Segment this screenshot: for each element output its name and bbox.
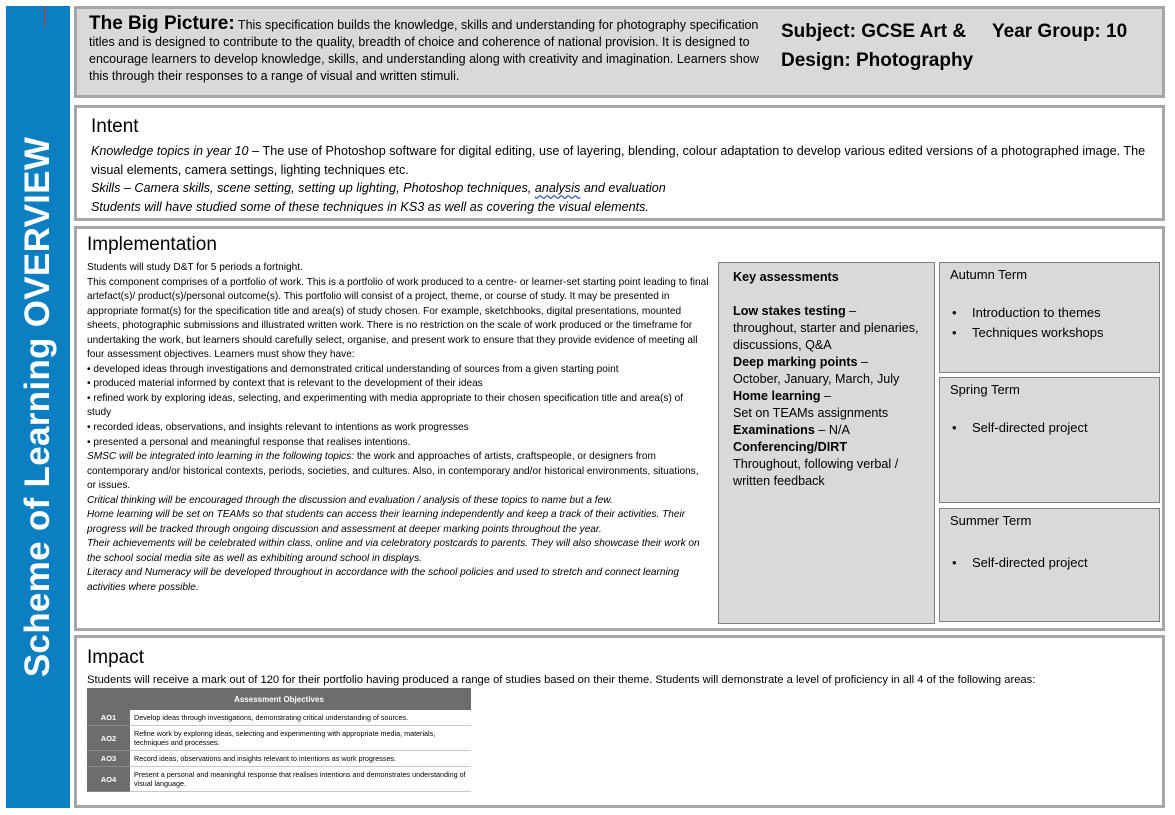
list-item: • Self-directed project [946, 553, 1088, 573]
ao-code: AO3 [87, 751, 130, 767]
list-item: • Self-directed project [946, 418, 1088, 438]
big-picture-body: This specification builds the knowledge, skills and understanding for photography specification titles and is designed to contribute to the quality, breadth of choice and coherence of national provision. It is designed to encourage learners to develop knowledge, skills, and understanding along with creativity and imagination. Learners show this through their responses to a range of visual and written stimuli. [89, 18, 759, 83]
examinations-label: Examinations [733, 423, 815, 437]
table-header: Assessment Objectives [87, 688, 471, 710]
list-item: • refined work by exploring ideas, selecting, and experimenting with media appropriate to their chosen specification title and area(s) of study [87, 392, 684, 419]
skills-evaluation: and evaluation [580, 181, 666, 195]
table-row [87, 751, 471, 767]
implementation-body [87, 261, 709, 596]
ao-text: Refine work by exploring ideas, selecting and experimenting with appropriate media, materials, techniques and processes. [130, 726, 471, 751]
list-item: • presented a personal and meaningful response that realises intentions. [87, 436, 411, 448]
implementation-section [74, 226, 1165, 631]
smsc-text [87, 450, 709, 494]
impact-section [74, 635, 1165, 808]
impact-text: Students will receive a mark out of 120 for their portfolio having produced a range of studies based on their theme. Students will demonstrate a level of proficiency in all 4 of the following areas: [87, 674, 1036, 686]
sidebar-title: Scheme of Learning OVERVIEW [18, 136, 57, 678]
smsc-label: SMSC will be integrated into learning in the following topics: [87, 451, 357, 463]
big-picture-text [89, 15, 779, 85]
knowledge-label: Knowledge topics in year 10 – [91, 144, 263, 158]
home-learning-label: Home learning [733, 389, 821, 403]
autumn-term-box [939, 262, 1160, 373]
ao-code: AO1 [87, 710, 130, 726]
summer-term-title: Summer Term [950, 513, 1032, 528]
autumn-term-title: Autumn Term [950, 267, 1028, 282]
ao-code: AO4 [87, 767, 130, 792]
list-item: • Introduction to themes [946, 303, 1104, 323]
skills-line [91, 179, 1151, 198]
summer-term-box [939, 508, 1160, 622]
spring-term-title: Spring Term [950, 382, 1020, 397]
deep-marking-dash: – [857, 355, 869, 369]
table-row [87, 710, 471, 726]
skills-analysis: analysis [534, 181, 581, 195]
ao-text: Record ideas, observations and insights relevant to intentions as work progresses. [130, 751, 471, 767]
periods-text: Students will study D&T for 5 periods a fortnight. [87, 262, 303, 273]
big-picture-section [74, 6, 1165, 98]
critical-thinking-text: Critical thinking will be encouraged through the discussion and evaluation / analysis of these topics to name but a few. [87, 494, 613, 506]
smsc-body: the work and approaches of artists, craftspeople, or designers from contemporary and/or historical contexts, periods, societies, and cultures. Also, in contemporary and/or historical environments, situations, or issues. [87, 451, 699, 492]
knowledge-topics [91, 142, 1151, 179]
examinations-value: – N/A [814, 423, 850, 437]
ao-text: Develop ideas through investigations, demonstrating critical understanding of sources. [130, 710, 471, 726]
intent-body [91, 142, 1151, 216]
conferencing-label: Conferencing/DIRT [733, 440, 848, 454]
autumn-term-list [946, 303, 1104, 343]
deep-marking-text: October, January, March, July [733, 372, 900, 386]
list-item: • produced material informed by context that is relevant to the development of their ideas [87, 378, 483, 390]
deep-marking-label: Deep marking points [733, 355, 858, 369]
list-item: • developed ideas through investigations and demonstrated critical understanding of sources from a given starting point [87, 363, 619, 375]
list-item: • Techniques workshops [946, 323, 1104, 343]
ao-text: Present a personal and meaningful response that realises intentions and demonstrates understanding of visual language. [130, 767, 471, 792]
implementation-heading: Implementation [87, 234, 217, 255]
knowledge-text: The use of Photoshop software for digital editing, use of layering, blending, colour adaptation to develop various edited versions of a photographed image. The visual elements, camera settings, lighting techniques etc. [91, 144, 1146, 177]
achievements-text: Their achievements will be celebrated within class, online and via celebratory postcards to parents. They will also showcase their work on the school social media site as well as exhibiting around school in displays. [87, 538, 700, 564]
table-row [87, 767, 471, 792]
intent-heading: Intent [91, 116, 139, 137]
key-assessments-title: Key assessments [733, 270, 839, 284]
key-assessments-box [718, 262, 935, 624]
skills-text: Skills – Camera skills, scene setting, setting up lighting, Photoshop techniques, [91, 181, 535, 195]
sidebar-marker [44, 6, 45, 26]
intent-section [74, 105, 1165, 221]
big-picture-heading: The Big Picture: [89, 13, 235, 34]
conferencing-text: Throughout, following verbal / written feedback [733, 457, 899, 488]
low-stakes-text: throughout, starter and plenaries, discussions, Q&A [733, 321, 919, 352]
literacy-text: Literacy and Numeracy will be developed throughout in accordance with the school policies and used to stretch and connect learning activities where possible. [87, 567, 679, 594]
portfolio-text: This component comprises of a portfolio of work. This is a portfolio of work produced to a centre- or learner-set starting point leading to final artefact(s)/ product(s)/personal outcome(s). This portfolio will consist of a project, theme, or course of study. It may be presented in appropriate format(s) for the specification title and area(s) of study chosen. For example, sketchbooks, digital presentations, mounted sheets, photographic submissions and illustrated written work. There is no restriction on the scale of work produced or the timeframe for undertaking the work, but learners should carefully select, organise, and present work to ensure that they provide evidence of meeting all four assessment objectives. Learners must show they have: [87, 276, 709, 361]
home-learning-text: Home learning will be set on TEAMs so that students can access their learning independently and keep a track of their activities. Their progress will be tracked through ongoing discussion and assessment at deeper marking points throughout the year. [87, 509, 686, 535]
year-group-label: Year Group: 10 [992, 21, 1128, 42]
impact-heading: Impact [87, 647, 145, 668]
low-stakes-label: Low stakes testing [733, 304, 846, 318]
assessment-objectives-table [87, 688, 471, 792]
home-learning-value: Set on TEAMs assignments [733, 406, 889, 420]
list-item: • recorded ideas, observations, and insights relevant to intentions as work progresses [87, 422, 469, 434]
sidebar [6, 6, 70, 808]
home-learning-dash: – [820, 389, 831, 403]
spring-term-box [939, 377, 1160, 503]
summer-term-list [946, 553, 1088, 573]
subject-label: Subject: GCSE Art & Design: Photography [781, 21, 974, 71]
low-stakes-dash: – [845, 304, 857, 318]
spring-term-list [946, 418, 1088, 438]
ks3-line: Students will have studied some of these techniques in KS3 as well as covering the visual elements. [91, 199, 649, 214]
ao-code: AO2 [87, 726, 130, 751]
key-assessments-content [733, 269, 928, 490]
table-row [87, 726, 471, 751]
